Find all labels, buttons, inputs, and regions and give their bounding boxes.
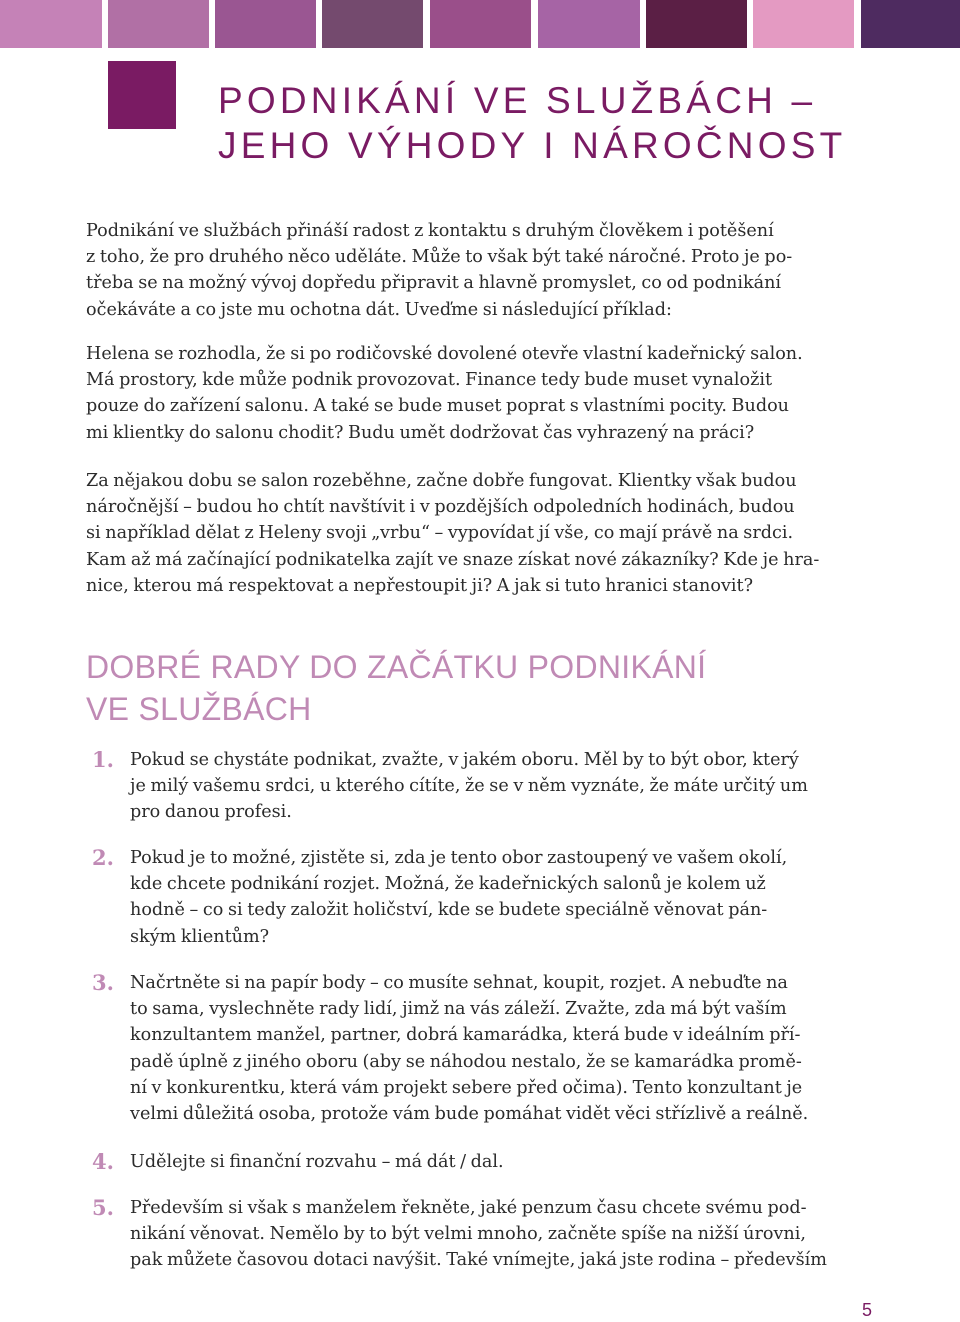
text-line: pouze do zařízení salonu. A také se bude muset poprat s vlastními pocity. Budou — [86, 396, 790, 417]
subtitle-line: VE SLUŽBÁCH — [86, 691, 312, 727]
color-bar — [538, 0, 640, 48]
text-line: Načrtněte si na papír body – co musíte sehnat, koupit, rozjet. A nebuďte na — [130, 973, 788, 993]
color-bar — [0, 0, 102, 48]
text-line: Kam až má začínající podnikatelka zajít ve snaze získat nové zákazníky? Kde je hra- — [86, 549, 820, 570]
text-line: to sama, vyslechněte rady lidí, jimž na vás záleží. Zvažte, zda má být vaším — [130, 999, 787, 1020]
text-line: hodně – co si tedy založit holičství, kde se budete speciálně věnovat pán- — [130, 900, 768, 921]
item-number: 1. — [92, 747, 114, 772]
text-line: ským klientům? — [130, 926, 270, 947]
text-line: Má prostory, kde může podnik provozovat. Finance tedy bude muset vynaložit — [86, 370, 773, 391]
text-line: pro danou profesi. — [130, 802, 292, 823]
text-line: Především si však s manželem řekněte, jaké penzum času chcete svému pod- — [130, 1198, 807, 1218]
text-line: Za nějakou dobu se salon rozeběhne, začne dobře fungovat. Klientky však budou — [86, 471, 797, 491]
intro-paragraph — [86, 218, 886, 323]
text-line: Udělejte si finanční rozvahu – má dát / dal. — [130, 1152, 504, 1172]
color-bar — [753, 0, 854, 48]
color-bar — [108, 0, 209, 48]
text-line: ní v konkurentku, která vám projekt sebere před očima). Tento konzultant je — [130, 1077, 803, 1098]
text-line: konzultantem manžel, partner, dobrá kamarádka, která bude v ideálním pří- — [130, 1025, 801, 1046]
page-title — [218, 78, 846, 168]
text-line: z toho, že pro druhého něco uděláte. Může to však být také náročné. Proto je po- — [86, 247, 793, 268]
text-line: náročnější – budou ho chtít navštívit i v pozdějších odpoledních hodinách, budou — [86, 497, 795, 518]
color-bar — [430, 0, 531, 48]
decorative-color-bars — [0, 0, 960, 48]
text-line: si například dělat z Heleny svoji „vrbu“ – vypovídat jí vše, co mají právě na srdci. — [86, 523, 794, 544]
title-accent-square — [108, 61, 176, 129]
color-bar — [322, 0, 423, 48]
text-line: nikání věnovat. Nemělo by to být velmi mnoho, začněte spíše na nižší úrovni, — [130, 1224, 806, 1245]
item-text — [130, 845, 787, 950]
text-line: Helena se rozhodla, že si po rodičovské dovolené otevře vlastní kadeřnický salon. — [86, 344, 803, 364]
item-text — [130, 1149, 504, 1175]
text-line: kde chcete podnikání rozjet. Možná, že kadeřnických salonů je kolem už — [130, 874, 766, 895]
section-subtitle — [86, 646, 706, 730]
text-line: mi klientky do salonu chodit? Budu umět dodržovat čas vyhrazený na práci? — [86, 422, 755, 443]
example-paragraph — [86, 341, 886, 446]
text-line: Podnikání ve službách přináší radost z kontaktu s druhým člověkem i potěšení — [86, 221, 774, 241]
title-line: PODNIKÁNÍ VE SLUŽBÁCH – — [218, 80, 817, 121]
title-line: JEHO VÝHODY I NÁROČNOST — [218, 125, 847, 166]
text-line: pak můžete časovou dotaci navýšit. Také vnímejte, jaká jste rodina – především — [130, 1250, 827, 1271]
question-paragraph — [86, 468, 886, 599]
color-bar — [646, 0, 747, 48]
color-bar — [861, 0, 960, 48]
item-number: 5. — [92, 1195, 114, 1220]
text-line: padě úplně z jiného oboru (aby se náhodou nestalo, že se kamarádka promě- — [130, 1051, 802, 1072]
text-line: je milý vašemu srdci, u kterého cítíte, že se v něm vyznáte, že máte určitý um — [130, 776, 808, 797]
text-line: třeba se na možný vývoj dopředu připravit a hlavně promyslet, co od podnikání — [86, 273, 782, 294]
item-number: 4. — [92, 1149, 114, 1174]
item-text — [130, 747, 808, 826]
text-line: Pokud se chystáte podnikat, zvažte, v jakém oboru. Měl by to být obor, který — [130, 750, 799, 770]
text-line: velmi důležitá osoba, protože vám bude pomáhat vidět věci střízlivě a reálně. — [130, 1104, 809, 1125]
item-number: 2. — [92, 845, 114, 870]
subtitle-line: DOBRÉ RADY DO ZAČÁTKU PODNIKÁNÍ — [86, 649, 707, 685]
color-bar — [215, 0, 316, 48]
item-number: 3. — [92, 970, 114, 995]
item-text — [130, 1195, 827, 1274]
page-number: 5 — [862, 1300, 873, 1320]
text-line: nice, kterou má respektovat a nepřestoupit ji? A jak si tuto hranici stanovit? — [86, 575, 754, 596]
text-line: očekáváte a co jste mu ochotna dát. Uveďme si následující příklad: — [86, 299, 672, 320]
text-line: Pokud je to možné, zjistěte si, zda je tento obor zastoupený ve vašem okolí, — [130, 848, 788, 868]
item-text — [130, 970, 808, 1127]
